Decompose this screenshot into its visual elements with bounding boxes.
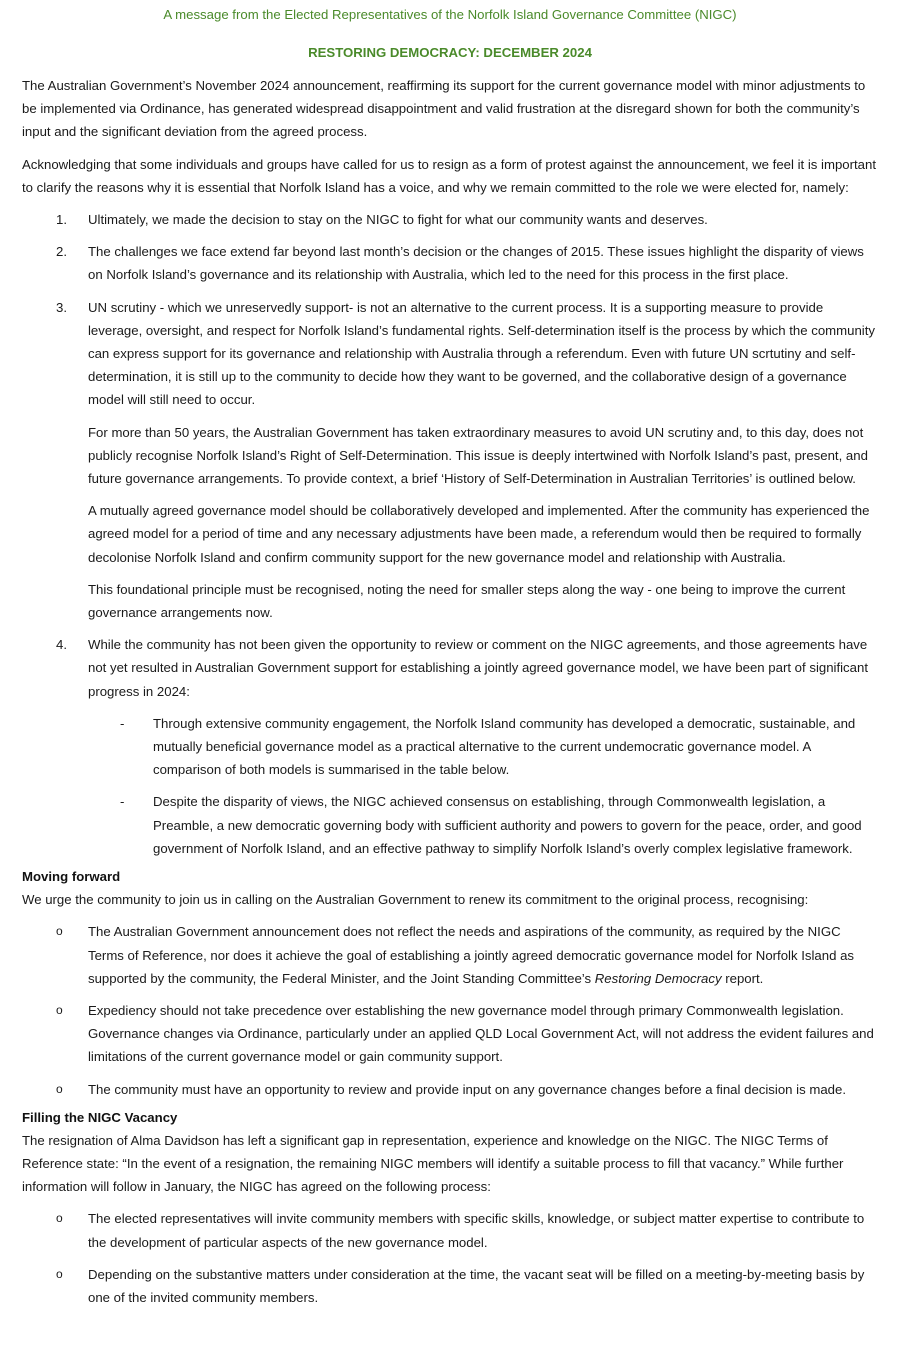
bullet-item bbox=[22, 1207, 878, 1253]
moving-forward-lead: We urge the community to join us in calling on the Australian Government to renew its commitment to the original process, recognising: bbox=[22, 892, 809, 908]
bullet-item bbox=[22, 1078, 878, 1101]
circle-bullet-icon: o bbox=[56, 1266, 63, 1281]
bullet-text: Depending on the substantive matters under consideration at the time, the vacant seat will be filled on a meeting-by-meeting basis by one of the invited community members. bbox=[88, 1266, 865, 1305]
numbered-item-4 bbox=[22, 633, 878, 703]
bullet-text: The Australian Government announcement does not reflect the needs and aspirations of the community, as required by the NIGC Terms of Reference, nor does it achieve the goal of establishing a jointly agreed democratic governance model for Norfolk Island as supported by the community, the Federal Minister, and the Joint Standing Committee’s Restoring Democracy report. bbox=[88, 924, 855, 986]
bullet-text: The community must have an opportunity to review and provide input on any governance changes before a final decision is made. bbox=[88, 1081, 846, 1097]
item-3-paragraph: For more than 50 years, the Australian Government has taken extraordinary measures to avoid UN scrutiny and, to this day, does not publicly recognise Norfolk Island’s Right of Self-Determination. This issue is deeply intertwined with Norfolk Island’s past, present, and future governance arrangements. To provide context, a brief ‘History of Self-Determination in Australian Territories’ is outlined below. bbox=[88, 424, 868, 487]
item-number: 4. bbox=[56, 637, 67, 653]
item-3-paragraph: A mutually agreed governance model should be collaboratively developed and implemented. After the community has experienced the agreed model for a period of time and any necessary adjustments have been made, a referendum would then be required to formally decolonise Norfolk Island and confirm community support for the new governance model and relationship with Australia. bbox=[88, 503, 870, 565]
item-number: 3. bbox=[56, 299, 67, 315]
bullet-item bbox=[22, 920, 878, 990]
bullet-text: Expediency should not take precedence over establishing the new governance model through primary Commonwealth legislation. Governance changes via Ordinance, particularly under an applied QLD Local Government Act, will not address the evident failures and limitations of the current governance model or gain community support. bbox=[88, 1002, 874, 1065]
item-text: UN scrutiny - which we unreservedly support- is not an alternative to the current process. It is a supporting measure to provide leverage, oversight, and respect for Norfolk Island’s fundamental rights. Self-determination itself is the process by which the community can express support for its governance and relationship with Australia through a referendum. Even with future UN scrtutiny and self-determination, it is still up to the community to decide how they want to be governed, and the collaborative design of a governance model will still need to occur. bbox=[88, 299, 875, 408]
dash-marker: - bbox=[120, 794, 125, 810]
bullet-item bbox=[22, 999, 878, 1069]
document-title: RESTORING DEMOCRACY: DECEMBER 2024 bbox=[308, 45, 592, 60]
item-number: 2. bbox=[56, 244, 67, 260]
circle-bullet-icon: o bbox=[56, 924, 63, 939]
intro-paragraph: The Australian Government’s November 2024 announcement, reaffirming its support for the current governance model with minor adjustments to be implemented via Ordinance, has generated widespread disappointment and valid frustration at the disregard shown for both the community’s input and the significant deviation from the agreed process. bbox=[22, 78, 866, 140]
vacancy-heading: Filling the NIGC Vacancy bbox=[22, 1109, 178, 1125]
moving-forward-heading: Moving forward bbox=[22, 869, 121, 885]
bullet-text: The elected representatives will invite community members with specific skills, knowledge, or subject matter expertise to contribute to the development of particular aspects of the new governance model. bbox=[88, 1211, 865, 1250]
bullet-item bbox=[22, 1263, 878, 1309]
acknowledgement-paragraph: Acknowledging that some individuals and groups have called for us to resign as a form of protest against the announcement, we feel it is important to clarify the reasons why it is essential that Norfolk Island has a voice, and why we remain committed to the role we were elected for, namely: bbox=[22, 156, 877, 195]
numbered-item-3 bbox=[22, 296, 878, 412]
dash-marker: - bbox=[120, 715, 125, 731]
circle-bullet-icon: o bbox=[56, 1081, 63, 1096]
numbered-item-1 bbox=[22, 208, 878, 231]
message-header: A message from the Elected Representatives of the Norfolk Island Governance Committee (NIGC) bbox=[163, 7, 737, 22]
dash-item-text: Despite the disparity of views, the NIGC achieved consensus on establishing, through Commonwealth legislation, a Preamble, a new democratic governing body with sufficient authority and powers to govern for the peace, order, and good government of Norfolk Island, and an effective pathway to simplify Norfolk Island’s overly complex legislative framework. bbox=[153, 794, 862, 856]
item-text: Ultimately, we made the decision to stay on the NIGC to fight for what our community wants and deserves. bbox=[88, 212, 708, 228]
numbered-item-2 bbox=[22, 240, 878, 286]
dash-list-item bbox=[88, 790, 878, 860]
dash-item-text: Through extensive community engagement, the Norfolk Island community has developed a democratic, sustainable, and mutually beneficial governance model as a practical alternative to the current undemocratic governance model. A comparison of both models is summarised in the table below. bbox=[153, 715, 856, 778]
item-number: 1. bbox=[56, 212, 67, 228]
circle-bullet-icon: o bbox=[56, 1211, 63, 1226]
item-3-paragraph: This foundational principle must be recognised, noting the need for smaller steps along the way - one being to improve the current governance arrangements now. bbox=[88, 581, 846, 621]
dash-list-item bbox=[88, 712, 878, 782]
item-text: The challenges we face extend far beyond last month’s decision or the changes of 2015. These issues highlight the disparity of views on Norfolk Island’s governance and its relationship with Australia, which led to the need for this process in the first place. bbox=[88, 244, 864, 283]
vacancy-lead: The resignation of Alma Davidson has left a significant gap in representation, experience and knowledge on the NIGC. The NIGC Terms of Reference state: “In the event of a resignation, the remaining NIGC members will identify a suitable process to fill that vacancy.” While further information will follow in January, the NIGC has agreed on the following process: bbox=[22, 1132, 844, 1195]
circle-bullet-icon: o bbox=[56, 1002, 63, 1017]
item-text: While the community has not been given the opportunity to review or comment on the NIGC agreements, and those agreements have not yet resulted in Australian Government support for establishing a jointly agreed governance model, we have been part of significant progress in 2024: bbox=[88, 637, 868, 699]
report-title: Restoring Democracy bbox=[594, 970, 722, 986]
